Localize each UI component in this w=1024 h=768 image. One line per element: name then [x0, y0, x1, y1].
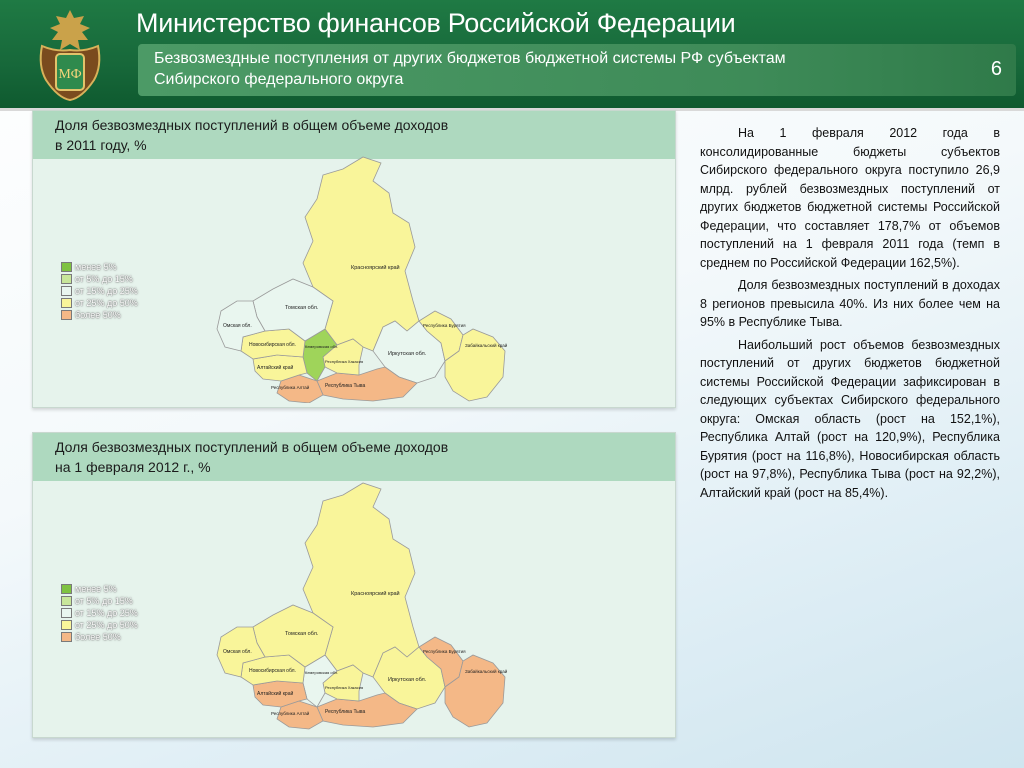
ministry-emblem-icon	[28, 6, 112, 102]
map-label-kemerovo: Кемеровская обл.	[305, 670, 339, 675]
slide-subtitle	[154, 48, 944, 90]
slide-subtitle-line1: Безвозмездные поступления от других бюджетов бюджетной системы РФ субъектам	[154, 50, 786, 67]
map-label-krasnoyarsk: Красноярский край	[351, 591, 400, 597]
legend-label: от 5% до 15%	[75, 274, 133, 284]
map-label-altai-krai: Алтайский край	[257, 691, 294, 697]
ministry-title: Министерство финансов Российской Федерации	[136, 8, 736, 38]
legend-swatch	[61, 632, 72, 642]
legend-item	[61, 285, 138, 297]
legend-swatch	[61, 310, 72, 320]
map-label-tyva: Республика Тыва	[325, 383, 366, 389]
emblem-monogram: МФ	[58, 67, 82, 82]
legend-item	[61, 309, 138, 321]
map-label-omsk: Омская обл.	[223, 323, 252, 329]
map-label-khakassia: Республика Хакасия	[325, 359, 364, 364]
legend-item	[61, 619, 138, 631]
legend-swatch	[61, 608, 72, 618]
legend-swatch	[61, 286, 72, 296]
map-title-line1: Доля безвозмездных поступлений в общем объеме доходов	[55, 439, 449, 455]
map-label-zabaikalsky: Забайкальский край	[465, 669, 508, 674]
map-label-tomsk: Томская обл.	[285, 305, 319, 311]
map-title-line2: в 2011 году, %	[55, 137, 147, 153]
page-number: 6	[990, 58, 1002, 80]
map-label-tyva: Республика Тыва	[325, 709, 366, 715]
legend-label: от 15% до 25%	[75, 608, 138, 618]
legend-item	[61, 273, 138, 285]
map-label-kemerovo: Кемеровская обл.	[305, 344, 339, 349]
map-label-novosibirsk: Новосибирская обл.	[249, 342, 296, 348]
legend-swatch	[61, 584, 72, 594]
legend-item	[61, 261, 138, 273]
map-legend	[61, 583, 138, 643]
map-title-line1: Доля безвозмездных поступлений в общем объеме доходов	[55, 117, 449, 133]
legend-swatch	[61, 620, 72, 630]
map-panel-2011	[32, 110, 676, 408]
commentary-paragraph-2: Доля безвозмездных поступлений в доходах 8 регионов превысила 40%. Из них более чем на 95% в Республике Тыва.	[700, 278, 1000, 329]
legend-label: от 25% до 50%	[75, 620, 138, 630]
map-title-line2: на 1 февраля 2012 г., %	[55, 459, 211, 475]
map-legend	[61, 261, 138, 321]
map-panel-2012	[32, 432, 676, 738]
map-label-tomsk: Томская обл.	[285, 631, 319, 637]
map-label-khakassia: Республика Хакасия	[325, 685, 364, 690]
map-label-altai-krai: Алтайский край	[257, 365, 294, 371]
map-label-buryatia: Республика Бурятия	[423, 649, 466, 654]
legend-item	[61, 297, 138, 309]
map-label-irkutsk: Иркутская обл.	[388, 351, 427, 357]
commentary-paragraph-1: На 1 февраля 2012 года в консолидированные бюджеты субъектов Сибирского федерального округа поступило 26,9 млрд. рублей безвозмездных поступлений от других бюджетов бюджетной системы Российской Федерации, что составляет 178,7% от объемов поступлений на 1 февраля 2011 года (темп в среднем по Российской Федерации 162,5%).	[700, 126, 1000, 270]
legend-label: более 50%	[75, 310, 121, 320]
legend-label: более 50%	[75, 632, 121, 642]
legend-label: менее 5%	[75, 262, 117, 272]
map-label-krasnoyarsk: Красноярский край	[351, 265, 400, 271]
header	[0, 0, 1024, 111]
map-label-altai-rep: Республика Алтай	[271, 711, 310, 716]
legend-item	[61, 607, 138, 619]
legend-label: от 25% до 50%	[75, 298, 138, 308]
map-label-altai-rep: Республика Алтай	[271, 385, 310, 390]
legend-label: от 5% до 15%	[75, 596, 133, 606]
slide-subtitle-bar	[138, 44, 1016, 96]
siberia-map	[213, 473, 513, 733]
map-label-zabaikalsky: Забайкальский край	[465, 343, 508, 348]
map-label-omsk: Омская обл.	[223, 649, 252, 655]
map-label-buryatia: Республика Бурятия	[423, 323, 466, 328]
legend-swatch	[61, 262, 72, 272]
legend-swatch	[61, 596, 72, 606]
legend-item	[61, 631, 138, 643]
siberia-map	[213, 151, 513, 403]
map-label-novosibirsk: Новосибирская обл.	[249, 668, 296, 674]
legend-swatch	[61, 298, 72, 308]
legend-label: менее 5%	[75, 584, 117, 594]
commentary-text	[700, 124, 1000, 506]
map-label-irkutsk: Иркутская обл.	[388, 677, 427, 683]
legend-item	[61, 583, 138, 595]
commentary-paragraph-3: Наибольший рост объемов безвозмездных поступлений от других бюджетов бюджетной системы Российской Федерации зафиксирован в следующих субъектах Сибирского федерального округа: Омская область (рост на 152,1%), Республика Алтай (рост на 120,9%), Республика Бурятия (рост на 116,8%), Новосибирская область (рост на 97,8%), Республика Тыва (рост на 92,2%), Алтайский край (рост на 85,4%).	[700, 337, 1000, 500]
legend-label: от 15% до 25%	[75, 286, 138, 296]
slide-subtitle-line2: Сибирского федерального округа	[154, 71, 404, 88]
legend-swatch	[61, 274, 72, 284]
legend-item	[61, 595, 138, 607]
